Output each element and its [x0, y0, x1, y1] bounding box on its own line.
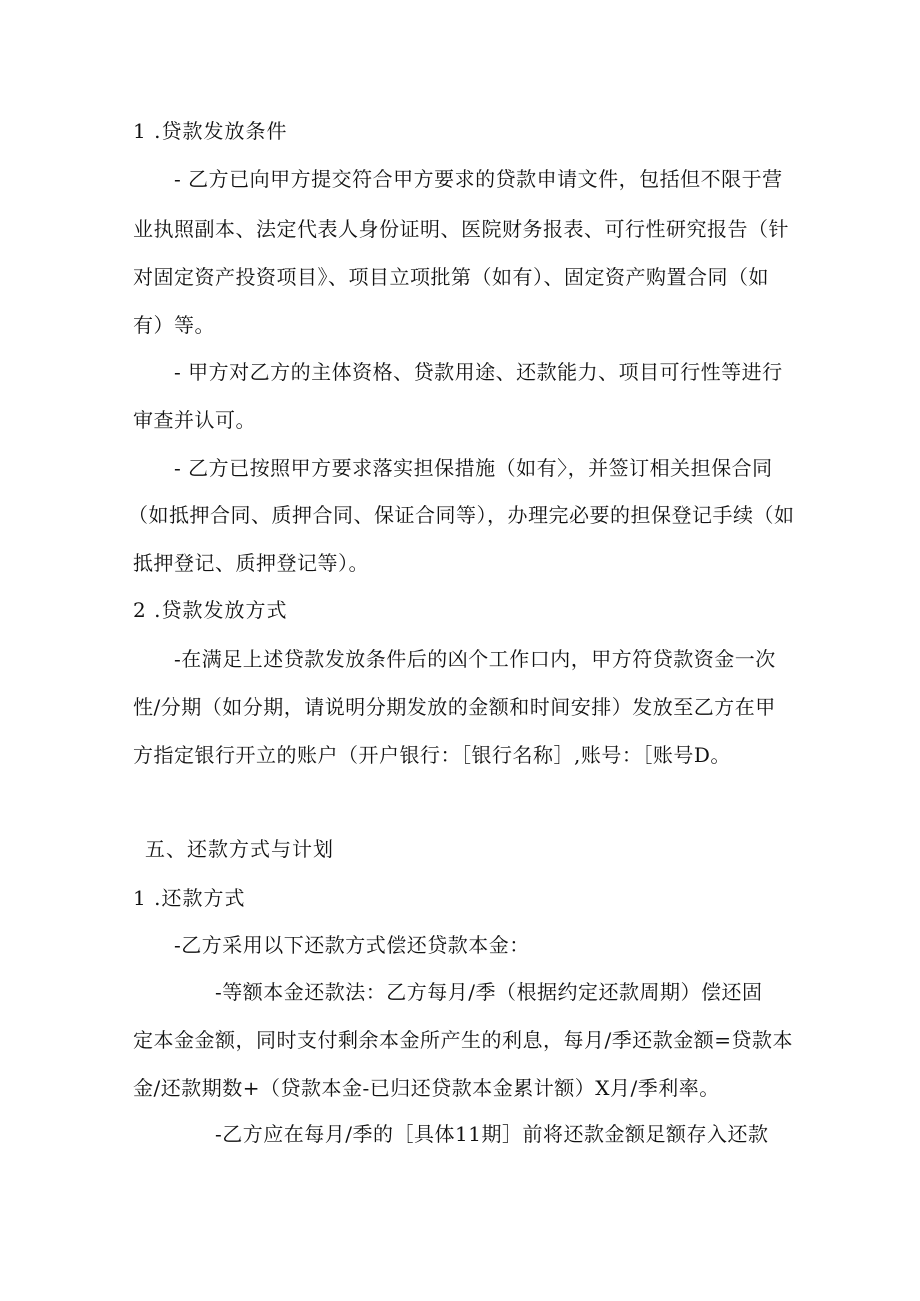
paragraph-line: 对固定资产投资项目》、项目立项批第（如有）、固定资产购置合同（如: [133, 265, 769, 289]
paragraph-line: 抵押登记、质押登记等）。: [133, 551, 369, 575]
item-heading-loan-disbursement-method: 2 .贷款发放方式: [133, 598, 288, 622]
paragraph-line: 审查并认可。: [133, 408, 256, 432]
paragraph-line: - 乙方已向甲方提交符合甲方要求的贷款申请文件，包括但不限于营: [174, 167, 783, 191]
paragraph-line: -等额本金还款法：乙方每月/季（根据约定还款周期）偿还固: [215, 980, 763, 1004]
paragraph-line: -乙方应在每月/季的［具体11期］前将还款金额足额存入还款: [215, 1122, 769, 1146]
paragraph-line: 金/还款期数+（贷款本金-已归还贷款本金累计额）X月/季利率。: [133, 1076, 720, 1100]
paragraph-line: 性/分期（如分期，请说明分期发放的金额和时间安排）发放至乙方在甲: [133, 695, 776, 719]
item-heading-loan-disbursement-conditions: 1 .贷款发放条件: [133, 119, 288, 143]
paragraph-line: 方指定银行开立的账户（开户银行：［银行名称］,账号：［账号D。: [133, 743, 731, 767]
paragraph-line: - 甲方对乙方的主体资格、贷款用途、还款能力、项目可行性等进行: [174, 360, 783, 384]
item-heading-repayment-method: 1 .还款方式: [133, 886, 246, 910]
paragraph-line: -在满足上述贷款发放条件后的凶个工作口内，甲方符贷款资金一次: [174, 647, 776, 671]
paragraph-line: 有）等。: [133, 313, 215, 337]
paragraph-line: - 乙方已按照甲方要求落实担保措施（如有〉，并签订相关担保合同: [174, 456, 773, 480]
paragraph-line: -乙方采用以下还款方式偿还贷款本金：: [174, 933, 530, 957]
paragraph-line: 定本金金额，同时支付剩余本金所产生的利息，每月/季还款金额=贷款本: [133, 1028, 793, 1052]
section-title-repayment: 五、还款方式与计划: [145, 837, 334, 861]
paragraph-line: （如抵押合同、质押合同、保证合同等），办理完必要的担保登记手续（如: [128, 503, 795, 527]
paragraph-line: 业执照副本、法定代表人身份证明、医院财务报表、可行性研究报告（针: [133, 217, 789, 241]
